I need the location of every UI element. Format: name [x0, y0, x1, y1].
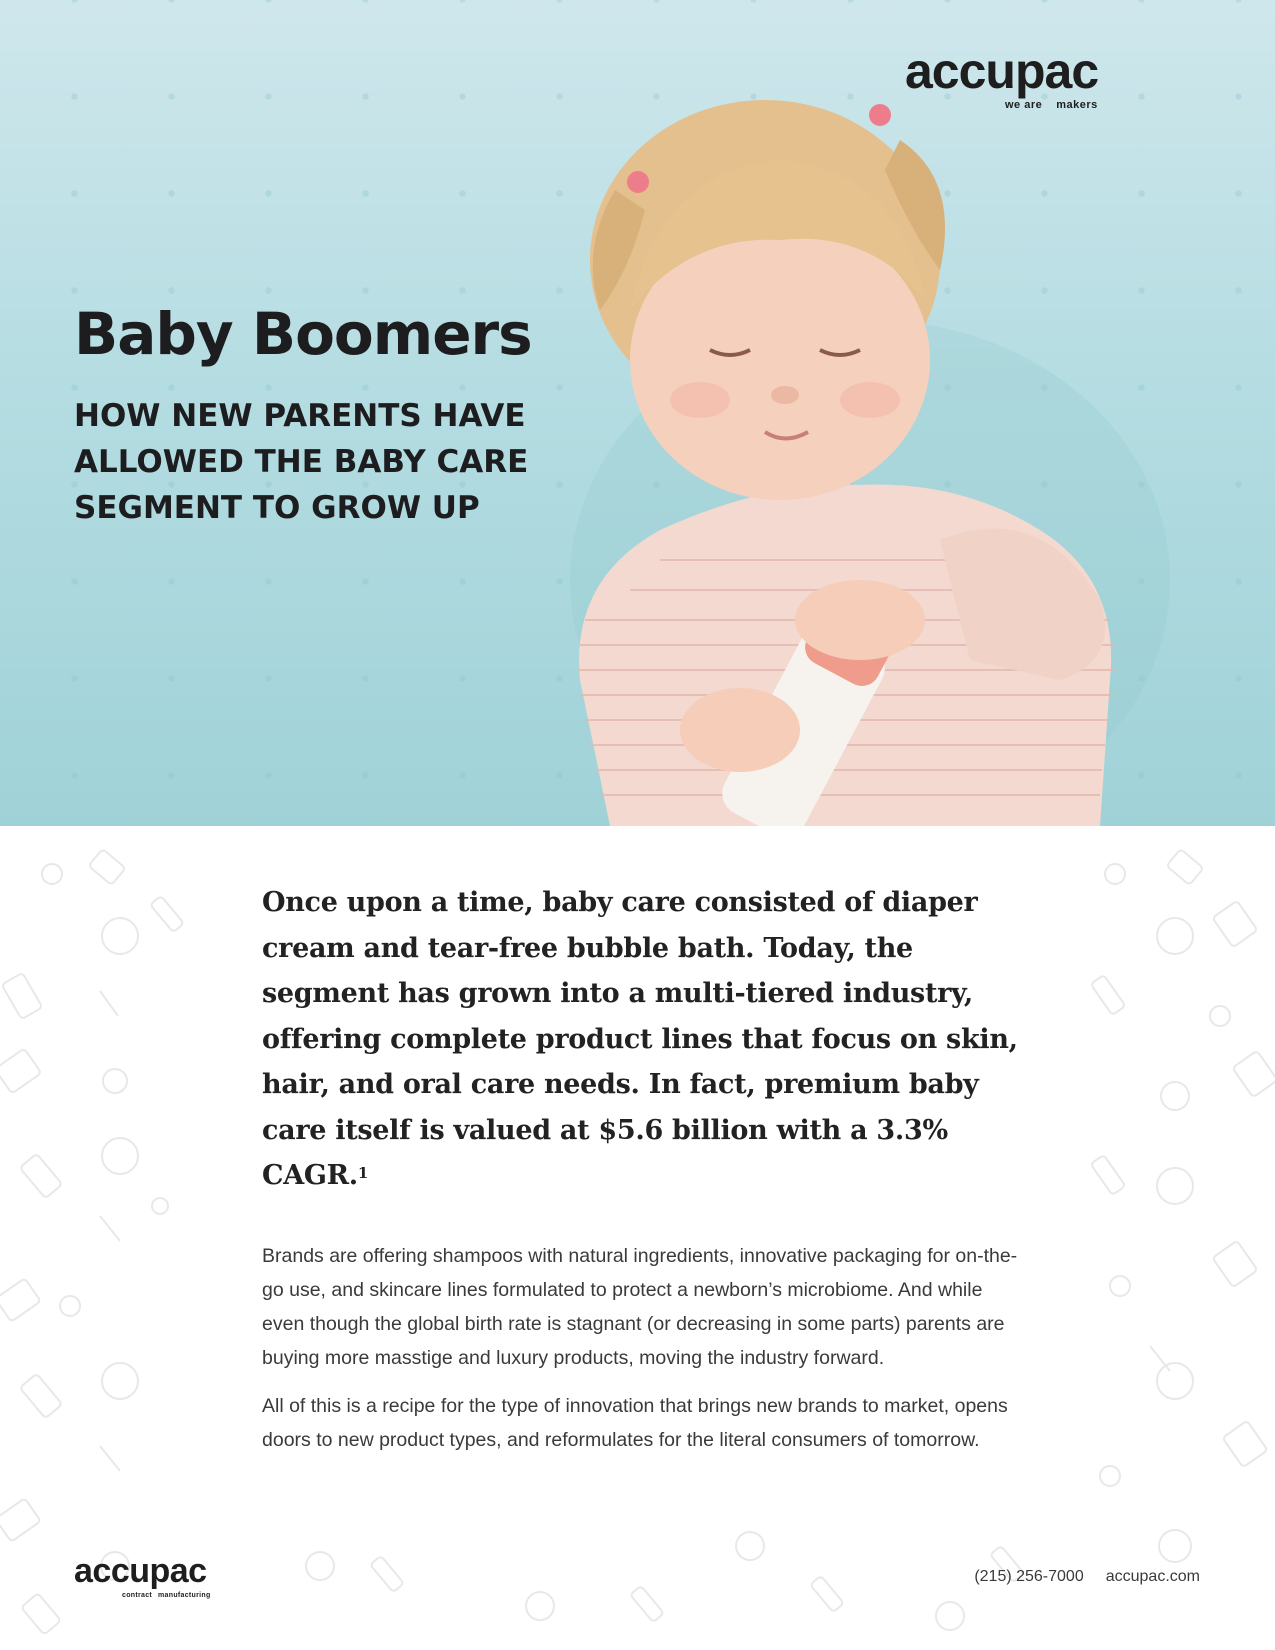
footnote-marker: 1 [357, 1164, 368, 1182]
lead-paragraph [262, 880, 1022, 1199]
subtitle-line-3: SEGMENT TO GROW UP [74, 490, 480, 526]
brand-logo[interactable] [905, 43, 1155, 120]
brand-tagline-right: makers [1056, 99, 1098, 111]
page-title: Baby Boomers [74, 300, 532, 368]
body-paragraph-2: All of this is a recipe for the type of innovation that brings new brands to market, opens doors to new product types, and reformulates for the literal consumers of tomorrow. [262, 1394, 1008, 1451]
subtitle-line-2: ALLOWED THE BABY CARE [74, 444, 529, 480]
footer-logo[interactable] [74, 1552, 244, 1599]
subtitle-line-1: HOW NEW PARENTS HAVE [74, 398, 526, 434]
footer-phone[interactable]: (215) 256-7000 [974, 1568, 1084, 1585]
brand-tagline-left: we are [1005, 99, 1043, 111]
page-subtitle [74, 393, 594, 531]
article-body [262, 880, 1022, 1471]
brand-logo-wordmark: accupac [905, 43, 1099, 99]
lead-text: Once upon a time, baby care consisted of diaper cream and tear-free bubble bath. Today, the segment has grown into a multi-tiered industry, offering complete product lines that focus on skin, hair, and oral care needs. In fact, premium baby care itself is valued at $5.6 billion with a 3.3% CAGR. [262, 887, 1018, 1191]
footer-tag-right: manufacturing [158, 1592, 211, 1599]
footer-tag-left: contract [122, 1592, 153, 1599]
hero-photo-child-with-bottle [540, 60, 1180, 826]
brand-logo-tagline [1005, 99, 1112, 111]
body-paragraph-1: Brands are offering shampoos with natural ingredients, innovative packaging for on-the-go use, and skincare lines formulated to protect a newborn’s microbiome. And while even though the global birth rate is stagnant (or decreasing in some parts) parents are buying more masstige and luxury products, moving the industry forward. [262, 1244, 1018, 1369]
footer-logo-tagline [122, 1592, 217, 1599]
footer-website-link[interactable]: accupac.com [1105, 1568, 1200, 1585]
footer-logo-wordmark: accupac [74, 1552, 207, 1590]
footer-contact [952, 1568, 1200, 1586]
